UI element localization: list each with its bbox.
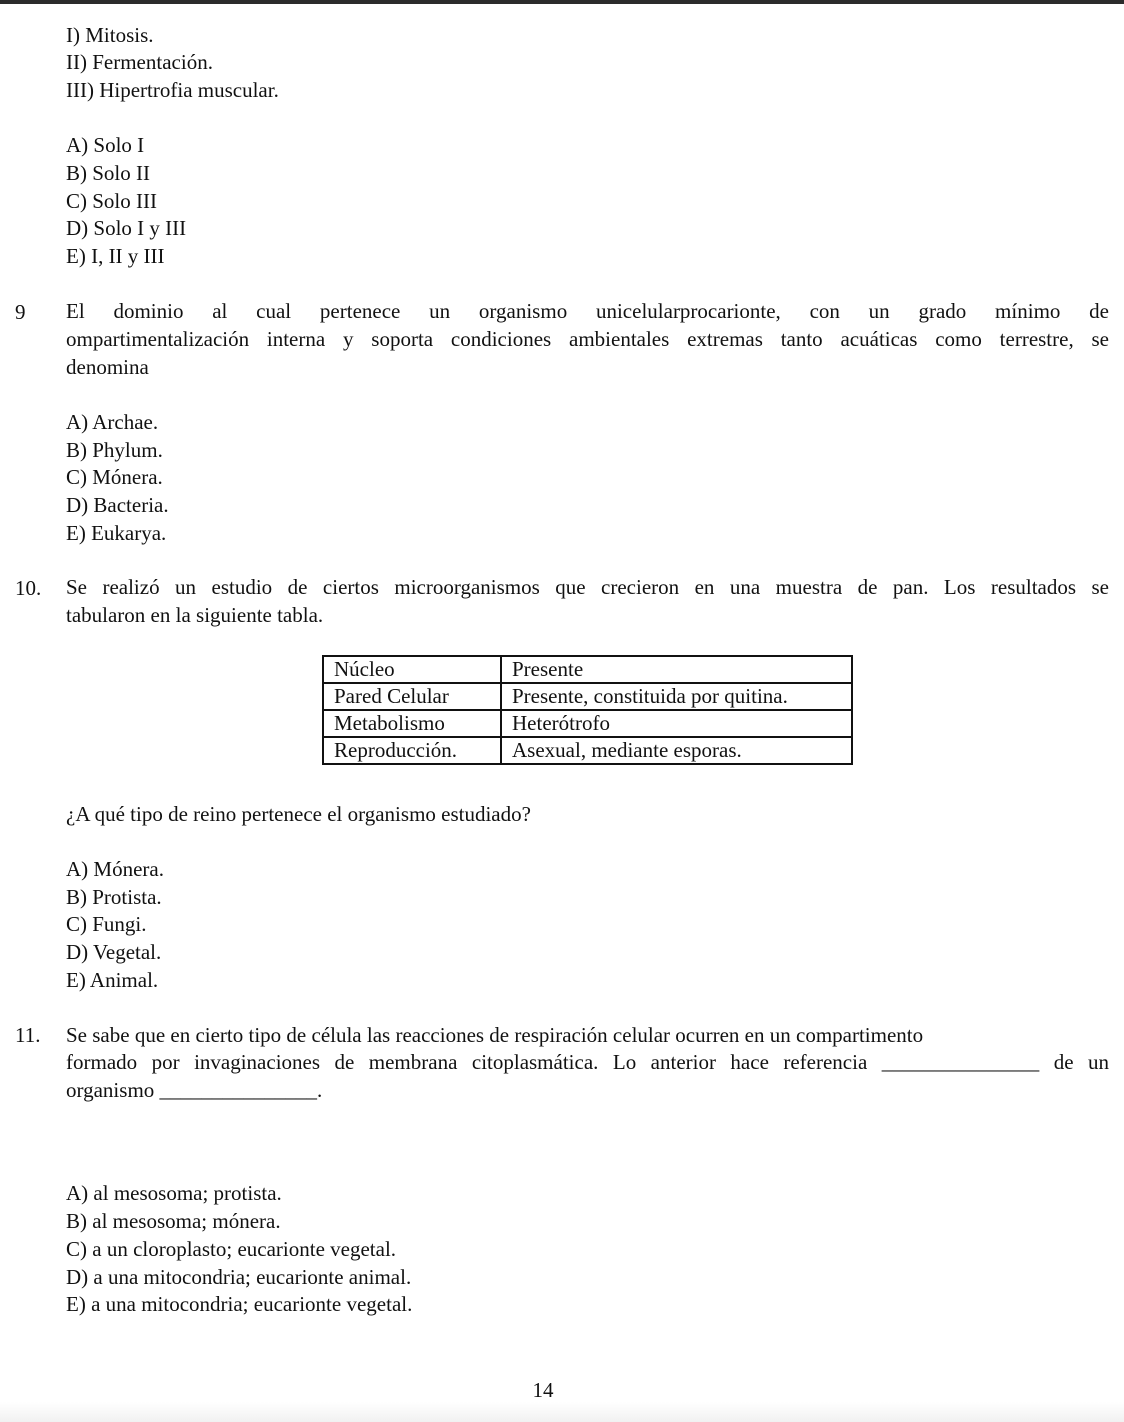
q11-stem-line-2: formado por invaginaciones de membrana citoplasmática. Lo anterior hace referencia _______________ de un [66,1050,1109,1074]
table-cell-property: Reproducción. [323,737,501,764]
q9-option-a: A) Archae. [66,410,159,434]
q8-option-e: E) I, II y III [66,244,165,268]
q9-stem-line-3: denomina [66,355,149,379]
page-bottom-edge [0,1402,1124,1422]
q9-option-d: D) Bacteria. [66,493,169,517]
q11-option-e: E) a una mitocondria; eucarionte vegetal. [66,1292,413,1316]
table-cell-value: Presente [501,656,852,683]
q9-stem-line-1: El dominio al cual pertenece un organismo unicelularprocarionte, con un grado mínimo de [66,299,1109,323]
top-border-rule [0,0,1124,4]
table-cell-value: Asexual, mediante esporas. [501,737,852,764]
q8-option-b: B) Solo II [66,161,150,185]
q9-option-b: B) Phylum. [66,438,163,462]
table-row [323,656,852,683]
table-cell-value: Presente, constituida por quitina. [501,683,852,710]
q8-option-d: D) Solo I y III [66,216,187,240]
q11-option-c: C) a un cloroplasto; eucarionte vegetal. [66,1237,397,1261]
q8-option-a: A) Solo I [66,133,145,157]
q8-statement-1: I) Mitosis. [66,23,154,47]
q10-number: 10. [15,576,42,600]
q11-option-d: D) a una mitocondria; eucarionte animal. [66,1265,412,1289]
q10-option-e: E) Animal. [66,968,159,992]
q11-option-a: A) al mesosoma; protista. [66,1181,282,1205]
q10-option-b: B) Protista. [66,885,162,909]
q11-option-b: B) al mesosoma; mónera. [66,1209,281,1233]
table-row [323,737,852,764]
table-row [323,710,852,737]
table-row [323,683,852,710]
q8-statement-2: II) Fermentación. [66,50,213,74]
microorganism-results-table [322,655,853,765]
q8-option-c: C) Solo III [66,189,157,213]
q10-option-a: A) Mónera. [66,857,164,881]
table-cell-property: Núcleo [323,656,501,683]
q11-stem-line-3: organismo _______________. [66,1078,323,1102]
q10-stem-line-1: Se realizó un estudio de ciertos microorganismos que crecieron en una muestra de pan. Los resultados se [66,575,1109,599]
q9-option-c: C) Mónera. [66,465,163,489]
q11-number: 11. [15,1023,41,1047]
q8-statement-3: III) Hipertrofia muscular. [66,78,279,102]
table-cell-property: Pared Celular [323,683,501,710]
q9-option-e: E) Eukarya. [66,521,167,545]
q10-option-d: D) Vegetal. [66,940,162,964]
table-cell-property: Metabolismo [323,710,501,737]
q11-stem-line-1: Se sabe que en cierto tipo de célula las reacciones de respiración celular ocurren en un compartimento [66,1023,924,1047]
q10-stem-line-2: tabularon en la siguiente tabla. [66,603,324,627]
q9-stem-line-2: ompartimentalización interna y soporta condiciones ambientales extremas tanto acuáticas como terrestre, se [66,327,1109,351]
q10-question: ¿A qué tipo de reino pertenece el organismo estudiado? [66,802,531,826]
q10-option-c: C) Fungi. [66,912,147,936]
q9-number: 9 [15,300,26,324]
page-number: 14 [532,1378,554,1402]
table-cell-value: Heterótrofo [501,710,852,737]
